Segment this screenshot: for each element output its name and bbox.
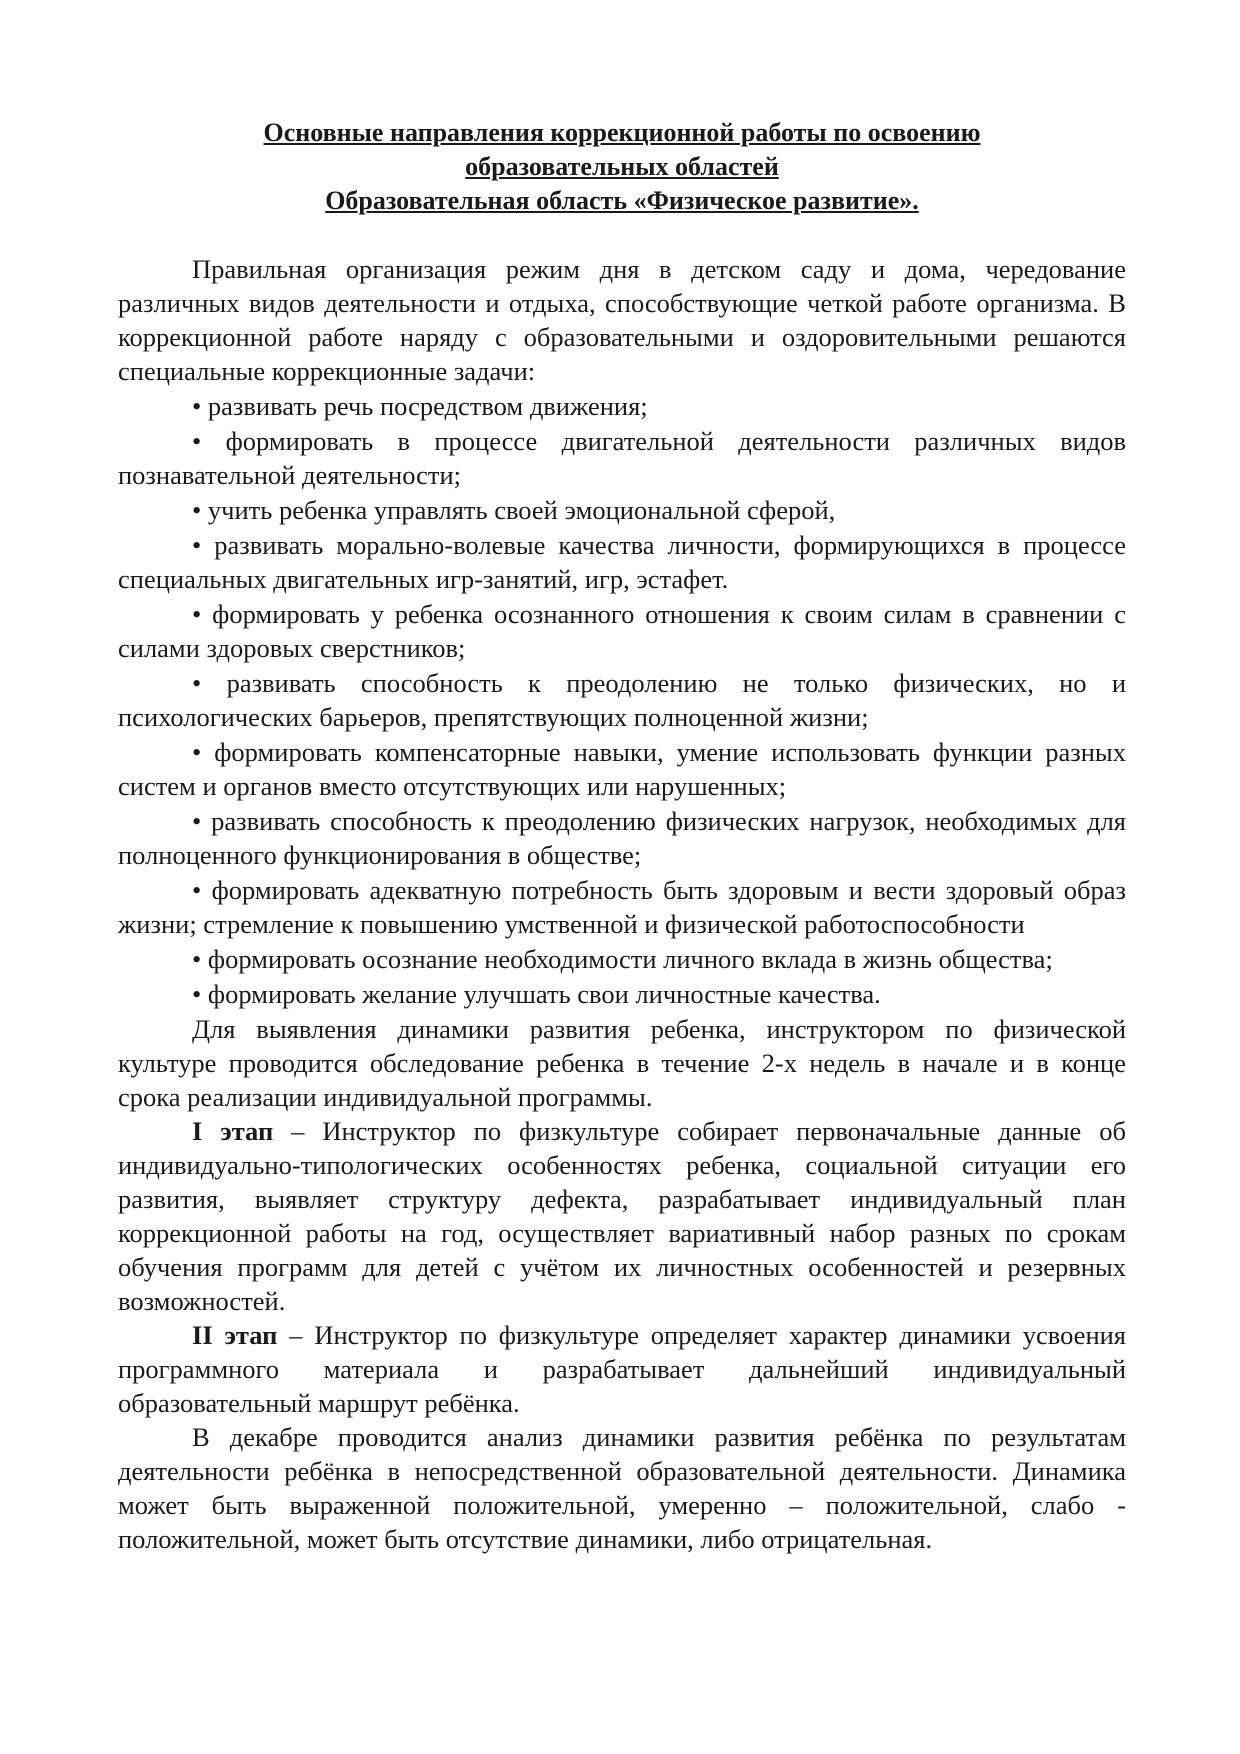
list-item-text: формировать в процессе двигательной деятельности различных видов познавательной деятельности; <box>118 426 1127 490</box>
bullet-marker: • <box>192 737 202 767</box>
list-item-text: формировать желание улучшать свои личностные качества. <box>207 979 881 1009</box>
list-item-text: формировать осознание необходимости личного вклада в жизнь общества; <box>207 944 1053 974</box>
bullet-marker: • <box>192 979 202 1009</box>
bullet-marker: • <box>192 806 202 836</box>
document-body <box>118 252 1126 1556</box>
list-item-text: развивать морально-волевые качества личности, формирующихся в процессе специальных двигательных игр-занятий, игр, эстафет. <box>118 530 1126 594</box>
list-item-text: развивать способность к преодолению не только физических, но и психологических барьеров, препятствующих полноценной жизни; <box>118 668 1126 732</box>
diagnostics-paragraph: Для выявления динамики развития ребенка, инструктором по физической культуре проводится обследование ребенка в течение 2-х недель в начале и в конце срока реализации индивидуальной программы. <box>118 1014 1126 1112</box>
bullet-marker: • <box>192 875 202 905</box>
list-item <box>118 493 1126 527</box>
heading-line-3: Образовательная область «Физическое развитие». <box>325 186 919 215</box>
stage-2-paragraph <box>118 1318 1126 1420</box>
list-item <box>118 977 1126 1011</box>
heading-line-2: образовательных областей <box>465 152 779 181</box>
list-item-text: развивать способность к преодолению физических нагрузок, необходимых для полноценного функционирования в обществе; <box>118 806 1126 870</box>
task-list <box>118 389 1126 1011</box>
bullet-marker: • <box>192 391 202 421</box>
december-analysis-paragraph: В декабре проводится анализ динамики развития ребёнка по результатам деятельности ребёнка в непосредственной образовательной деятельности. Динамика может быть выраженной положительной, умеренно – положительной, слабо - положительной, может быть отсутствие динамики, либо отрицательная. <box>118 1422 1126 1554</box>
document-heading <box>118 116 1126 218</box>
list-item <box>118 597 1126 665</box>
list-item-text: формировать компенсаторные навыки, умение использовать функции разных систем и органов вместо отсутствующих или нарушенных; <box>118 737 1126 801</box>
bullet-marker: • <box>192 530 202 560</box>
bullet-marker: • <box>192 426 202 456</box>
list-item-text: формировать адекватную потребность быть здоровым и вести здоровый образ жизни; стремление к повышению умственной и физической работоспособности <box>118 875 1126 939</box>
stage-1-label: I этап <box>192 1116 274 1146</box>
bullet-marker: • <box>192 495 202 525</box>
bullet-marker: • <box>192 944 202 974</box>
bullet-marker: • <box>192 599 202 629</box>
list-item <box>118 942 1126 976</box>
list-item <box>118 424 1126 492</box>
document-page <box>118 116 1126 1556</box>
bullet-marker: • <box>192 668 202 698</box>
list-item <box>118 528 1126 596</box>
stage-1-text: – Инструктор по физкультуре собирает первоначальные данные об индивидуально-типологических особенностях ребенка, социальной ситуации его развития, выявляет структуру дефекта, разрабатывает индивидуальный план коррекционной работы на год, осуществляет вариативный набор разных по срокам обучения программ для детей с учётом их личностных особенностей и резервных возможностей. <box>118 1116 1126 1316</box>
list-item <box>118 735 1126 803</box>
list-item-text: развивать речь посредством движения; <box>207 391 648 421</box>
stage-2-label: II этап <box>192 1320 278 1350</box>
list-item <box>118 804 1126 872</box>
list-item <box>118 873 1126 941</box>
list-item-text: учить ребенка управлять своей эмоциональной сферой, <box>207 495 836 525</box>
list-item-text: формировать у ребенка осознанного отношения к своим силам в сравнении с силами здоровых сверстников; <box>118 599 1126 663</box>
heading-line-1: Основные направления коррекционной работы по освоению <box>263 118 981 147</box>
list-item <box>118 389 1126 423</box>
list-item <box>118 666 1126 734</box>
intro-paragraph: Правильная организация режим дня в детском саду и дома, чередование различных видов деятельности и отдыха, способствующие четкой работе организма. В коррекционной работе наряду с образовательными и оздоровительными решаются специальные коррекционные задачи: <box>118 254 1126 386</box>
stage-2-text: – Инструктор по физкультуре определяет характер динамики усвоения программного материала и разрабатывает дальнейший индивидуальный образовательный маршрут ребёнка. <box>118 1320 1126 1418</box>
stage-1-paragraph <box>118 1114 1126 1318</box>
